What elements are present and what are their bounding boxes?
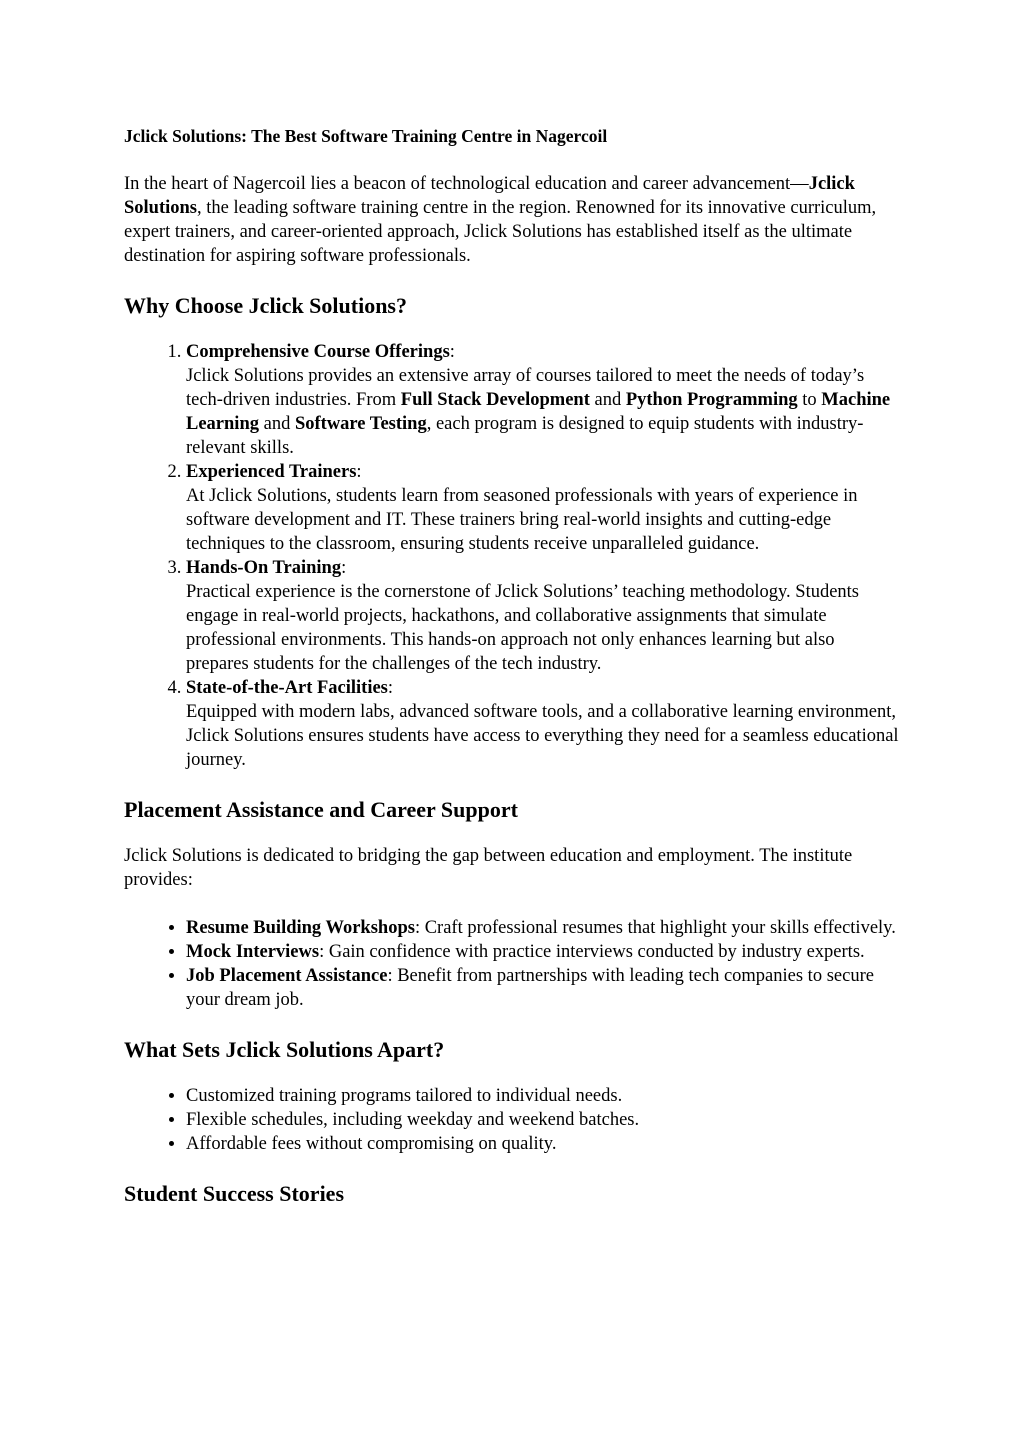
why-item-courses: 1. Comprehensive Course Offerings: Jclick Solutions provides an extensive array of courses tailored to meet the needs of today’s tech-driven industries. From Full Stack Development and Python Programming to Machine Learning and Software Testing, each program is designed to equip students with industry-relevant skills. — [186, 340, 900, 460]
text-run: and — [589, 390, 626, 410]
placement-item-title: Mock Interviews — [186, 942, 320, 962]
list-item — [186, 916, 900, 940]
why-item-title: Comprehensive Course Offerings — [186, 342, 450, 362]
placement-list — [124, 916, 900, 1012]
list-item: • Flexible schedules, including weekday and weekend batches. — [186, 1108, 900, 1132]
list-item — [186, 940, 900, 964]
text-run: Jclick Solutions provides an extensive array of courses tailored to meet the needs of today’s tech-driven industries. From — [186, 366, 865, 410]
course-name: Software Testing — [294, 414, 427, 434]
text-run: and — [258, 414, 295, 434]
intro-text-start: In the heart of Nagercoil lies a beacon of technological education and career advancement— — [124, 174, 809, 194]
why-item-text: At Jclick Solutions, students learn from seasoned professionals with years of experience in software development and IT. These trainers bring real-world insights and cutting-edge techniques to the classroom, ensuring students receive unparalleled guidance. — [186, 486, 858, 554]
course-name: Python Programming — [625, 390, 798, 410]
intro-paragraph — [124, 172, 900, 268]
course-name: Machine Learning — [186, 390, 891, 434]
text-run: , each program is designed to equip students with industry-relevant skills. — [186, 414, 864, 458]
list-item: • Customized training programs tailored to individual needs. — [186, 1084, 900, 1108]
why-item-hands-on: 3. Hands-On Training: Practical experience is the cornerstone of Jclick Solutions’ teaching methodology. Students engage in real-world projects, hackathons, and collaborative assignments that simulate professional environments. This hands-on approach not only enhances learning but also prepares students for the challenges of the tech industry. — [186, 556, 900, 676]
success-heading: Student Success Stories — [124, 1181, 345, 1206]
why-item-trainers: 2. Experienced Trainers: At Jclick Solutions, students learn from seasoned professionals with years of experience in software development and IT. These trainers bring real-world insights and cutting-edge techniques to the classroom, ensuring students receive unparalleled guidance. — [186, 460, 900, 556]
placement-item-title: Job Placement Assistance — [186, 966, 388, 986]
list-item — [186, 964, 900, 1012]
why-item-title: State-of-the-Art Facilities — [186, 678, 388, 698]
placement-item-title: Resume Building Workshops — [186, 918, 415, 938]
placement-item-text: : Craft professional resumes that highlight your skills effectively. — [414, 918, 896, 938]
why-item-text: Practical experience is the cornerstone of Jclick Solutions’ teaching methodology. Students engage in real-world projects, hackathons, and collaborative assignments that simulate professional environments. This hands-on approach not only enhances learning but also prepares students for the challenges of the tech industry. — [186, 582, 860, 674]
placement-heading: Placement Assistance and Career Support — [124, 797, 518, 822]
placement-item-text: : Gain confidence with practice interviews conducted by industry experts. — [319, 942, 865, 962]
why-item-text — [186, 364, 900, 460]
apart-heading: What Sets Jclick Solutions Apart? — [124, 1037, 445, 1062]
why-heading: Why Choose Jclick Solutions? — [124, 293, 407, 318]
document-page — [124, 124, 900, 1228]
why-item-title: Experienced Trainers — [186, 462, 357, 482]
document-title: Jclick Solutions: The Best Software Training Centre in Nagercoil — [124, 126, 608, 146]
why-list — [124, 340, 900, 772]
why-item-facilities: 4. State-of-the-Art Facilities: Equipped with modern labs, advanced software tools, and a collaborative learning environment, Jclick Solutions ensures students have access to everything they need for a seamless educational journey. — [186, 676, 900, 772]
intro-text-end: , the leading software training centre in the region. Renowned for its innovative curriculum, expert trainers, and career-oriented approach, Jclick Solutions has established itself as the ultimate destination for aspiring software professionals. — [124, 198, 877, 266]
intro-brand: Jclick Solutions — [124, 174, 855, 218]
course-name: Full Stack Development — [400, 390, 590, 410]
why-item-text: Equipped with modern labs, advanced software tools, and a collaborative learning environment, Jclick Solutions ensures students have access to everything they need for a seamless educational journey. — [186, 702, 899, 770]
placement-item-text: : Benefit from partnerships with leading tech companies to secure your dream job. — [186, 966, 874, 1010]
why-item-title: Hands-On Training — [186, 558, 342, 578]
list-item: • Affordable fees without compromising on quality. — [186, 1132, 900, 1156]
placement-intro: Jclick Solutions is dedicated to bridging the gap between education and employment. The institute provides: — [124, 846, 853, 890]
text-run: to — [797, 390, 822, 410]
apart-list — [124, 1084, 900, 1156]
